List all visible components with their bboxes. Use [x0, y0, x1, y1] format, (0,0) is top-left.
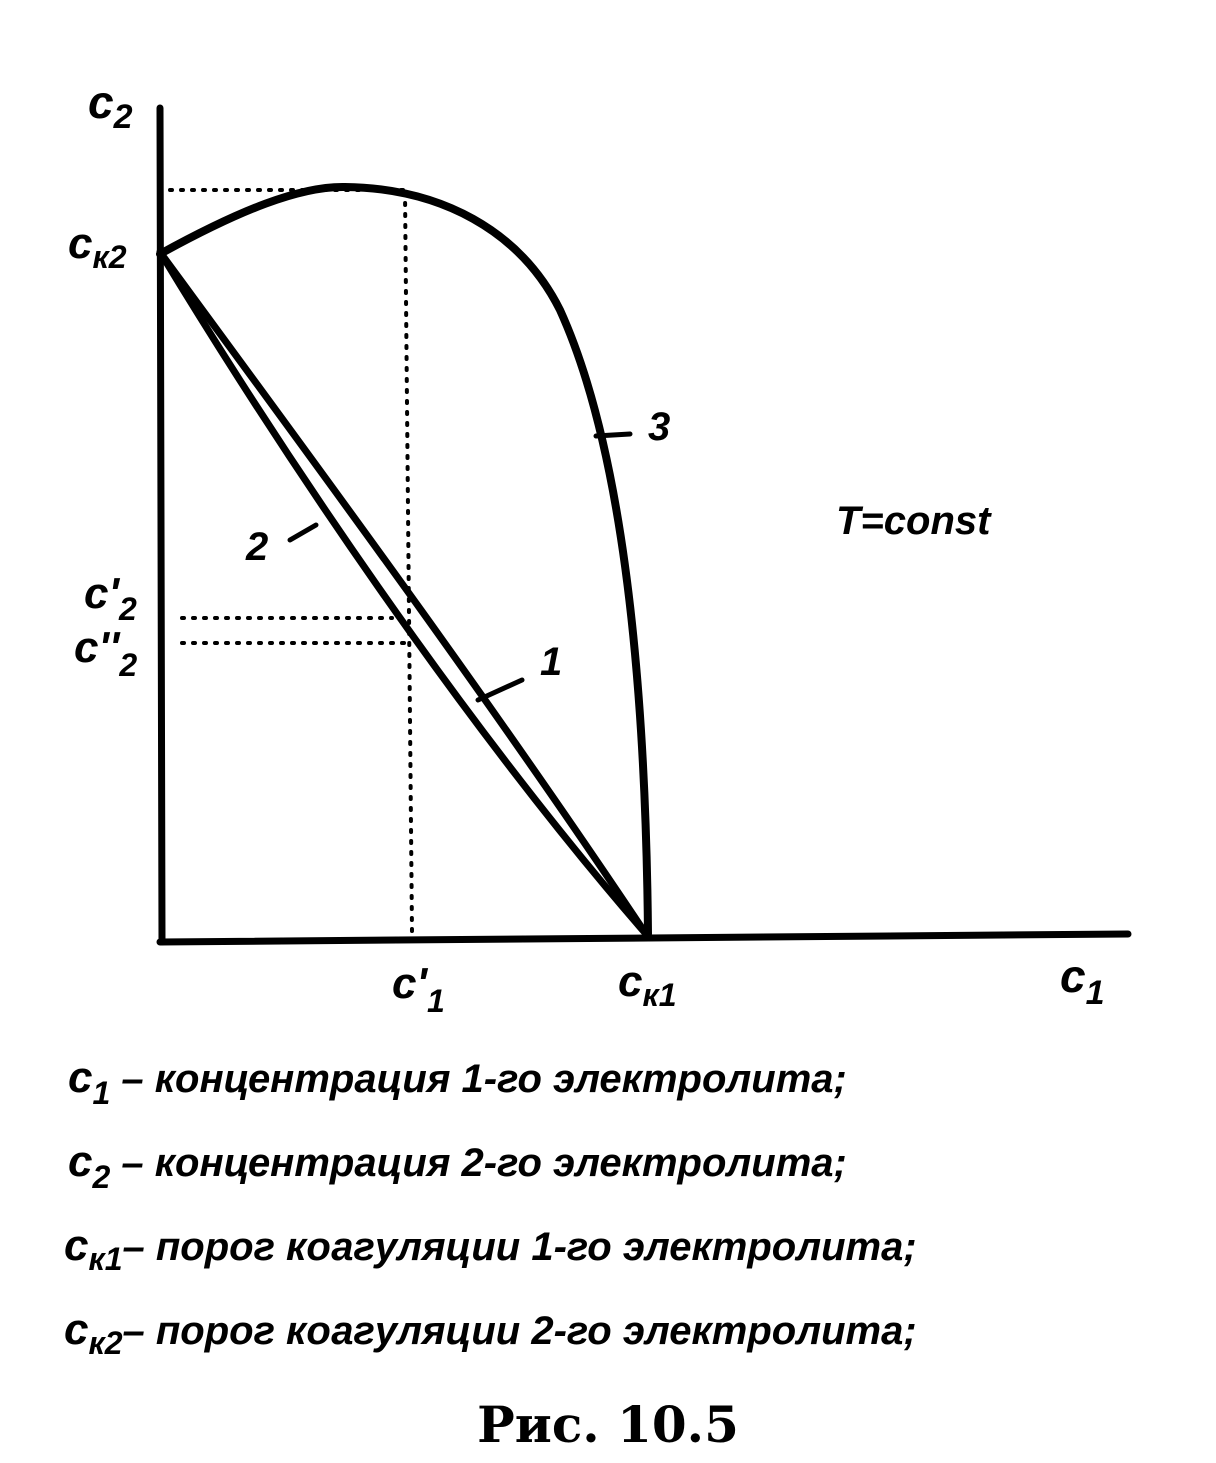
- tick-ck2: $c_{к2}$: [68, 219, 127, 275]
- legend-item-c2: $c_2$ – концентрация 2-го электролита;: [68, 1137, 847, 1195]
- leader-curve-2: [290, 525, 316, 540]
- tick-c2-double-prime: $c''_2$: [74, 623, 138, 683]
- leader-curve-1: [478, 680, 522, 700]
- leader-curve-3: [596, 434, 630, 436]
- temperature-condition: T=const: [836, 499, 991, 543]
- tick-ck1: $c_{к1}$: [618, 957, 677, 1013]
- tick-c1-prime: $c'_1$: [392, 959, 445, 1019]
- curve-label-2: 2: [246, 525, 269, 569]
- legend-item-ck1: $c_{к1}-$ порог коагуляции 1-го электролита;: [64, 1221, 917, 1277]
- guide-c1-prime: [405, 192, 412, 932]
- legend-item-ck2: $c_{к2}-$ порог коагуляции 2-го электролита;: [64, 1305, 917, 1361]
- guide-lines: [170, 190, 412, 932]
- curve-label-1: 1: [540, 640, 563, 684]
- y-axis: [160, 108, 162, 942]
- curve-3: [160, 187, 648, 934]
- tick-c2-prime: $c'_2$: [84, 569, 137, 627]
- y-axis-label: $c_2$: [88, 76, 133, 136]
- legend: [64, 1053, 917, 1361]
- legend-item-c1: $c_1$ – концентрация 1-го электролита;: [68, 1053, 847, 1111]
- x-axis-label: $c_1$: [1060, 950, 1105, 1012]
- curve-1: [160, 252, 646, 934]
- figure-caption: Рис. 10.5: [477, 1395, 739, 1454]
- curve-label-3: 3: [648, 405, 671, 449]
